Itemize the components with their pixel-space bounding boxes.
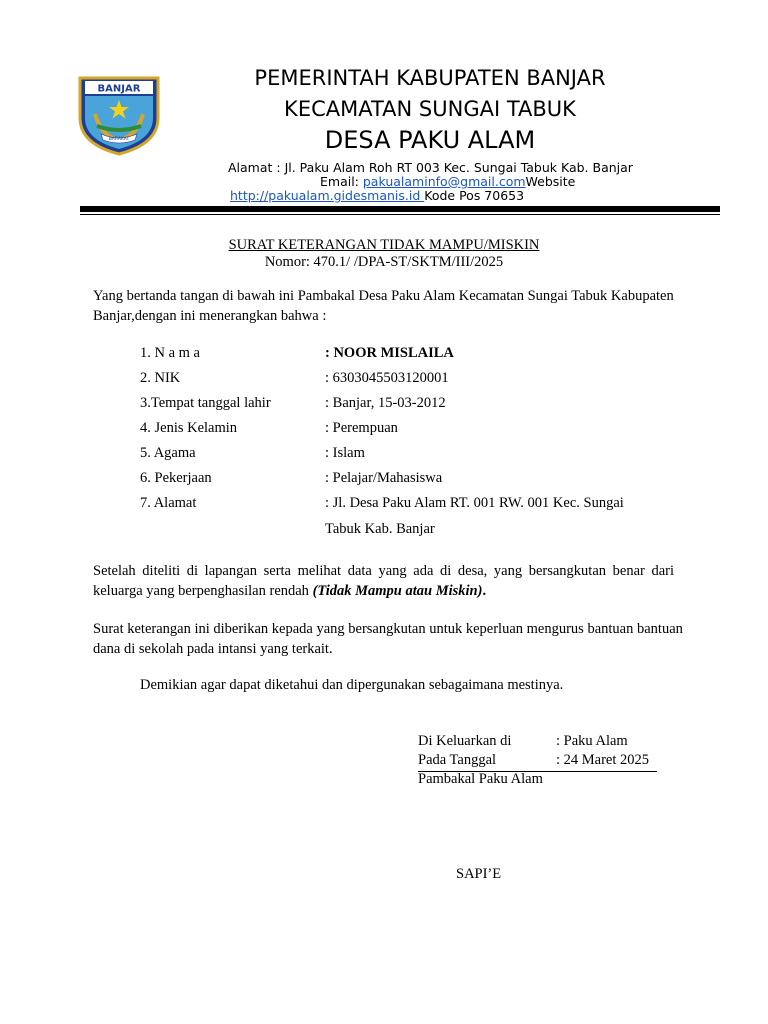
field-label: 1. N a m a	[140, 345, 200, 361]
field-value: : Islam	[325, 445, 365, 461]
field-row-religion	[140, 445, 680, 465]
field-row-occupation	[140, 470, 680, 490]
field-value: : Jl. Desa Paku Alam RT. 001 RW. 001 Kec. Sungai	[325, 495, 624, 511]
field-value: : 6303045503120001	[325, 370, 449, 386]
header-address: Alamat : Jl. Paku Alam Roh RT 003 Kec. Sungai Tabuk Kab. Banjar	[228, 160, 633, 175]
regency-emblem	[77, 74, 161, 156]
intro-paragraph: Yang bertanda tangan di bawah ini Pambakal Desa Paku Alam Kecamatan Sungai Tabuk Kabupaten Banjar,dengan ini menerangkan bahwa :	[93, 288, 674, 324]
date-value: : 24 Maret 2025	[556, 752, 650, 768]
email-link[interactable]: pakualaminfo@gmail.com	[362, 174, 526, 189]
field-value: Tabuk Kab. Banjar	[325, 521, 435, 537]
header-divider-thick	[80, 206, 720, 212]
field-value: : Banjar, 15-03-2012	[325, 395, 446, 411]
field-label: 2. NIK	[140, 370, 181, 386]
field-value: : Pelajar/Mahasiswa	[325, 470, 443, 486]
field-label: 7. Alamat	[140, 495, 197, 511]
closing-paragraph: Demikian agar dapat diketahui dan dipergunakan sebagaimana mestinya.	[140, 677, 564, 693]
header-email-line	[320, 174, 575, 189]
signer-name: SAPI’E	[456, 866, 502, 882]
header-divider-thin	[80, 214, 720, 215]
status-emphasis: (Tidak Mampu atau Miskin)	[312, 582, 483, 599]
svg-text:BARAKAT: BARAKAT	[108, 137, 130, 142]
field-row-gender	[140, 420, 680, 440]
email-label: Email:	[320, 174, 363, 189]
header-line-1: PEMERINTAH KABUPATEN BANJAR	[254, 66, 606, 90]
letter-number: Nomor: 470.1/ /DPA-ST/SKTM/III/2025	[264, 254, 504, 270]
field-label: 6. Pekerjaan	[140, 470, 212, 486]
date-row	[418, 752, 678, 772]
header-website-line	[230, 188, 524, 203]
postal-code: Kode Pos 70653	[424, 188, 525, 203]
header-line-2: KECAMATAN SUNGAI TABUK	[284, 97, 576, 121]
field-label: 4. Jenis Kelamin	[140, 420, 238, 436]
header-line-3: DESA PAKU ALAM	[324, 126, 536, 154]
field-value: : Perempuan	[325, 420, 398, 436]
website-label: Website	[525, 174, 576, 189]
field-row-name	[140, 345, 680, 365]
issued-value: : Paku Alam	[556, 733, 628, 749]
issued-at-row	[418, 733, 678, 753]
date-label: Pada Tanggal	[418, 752, 497, 768]
field-row-nik	[140, 370, 680, 390]
purpose-paragraph: Surat keterangan ini diberikan kepada yang bersangkutan untuk keperluan mengurus bantuan bantuan dana di sekolah pada intansi yang terkait.	[93, 621, 683, 657]
letter-title: SURAT KETERANGAN TIDAK MAMPU/MISKIN	[228, 237, 540, 253]
verification-paragraph: Setelah diteliti di lapangan serta melihat data yang ada di desa, yang bersangkutan benar dari keluarga yang berpenghasilan rendah (Tidak Mampu atau Miskin).	[93, 563, 674, 599]
field-label: 3.Tempat tanggal lahir	[140, 395, 271, 411]
field-label: 5. Agama	[140, 445, 196, 461]
field-value: : NOOR MISLAILA	[325, 345, 454, 361]
signer-position: Pambakal Paku Alam	[418, 771, 543, 787]
issued-label: Di Keluarkan di	[418, 733, 512, 749]
field-row-address	[140, 495, 680, 515]
emblem-text: BANJAR	[97, 83, 141, 95]
field-row-birth	[140, 395, 680, 415]
website-link[interactable]: http://pakualam.gidesmanis.id	[230, 188, 425, 203]
field-row-address-cont	[140, 521, 680, 541]
